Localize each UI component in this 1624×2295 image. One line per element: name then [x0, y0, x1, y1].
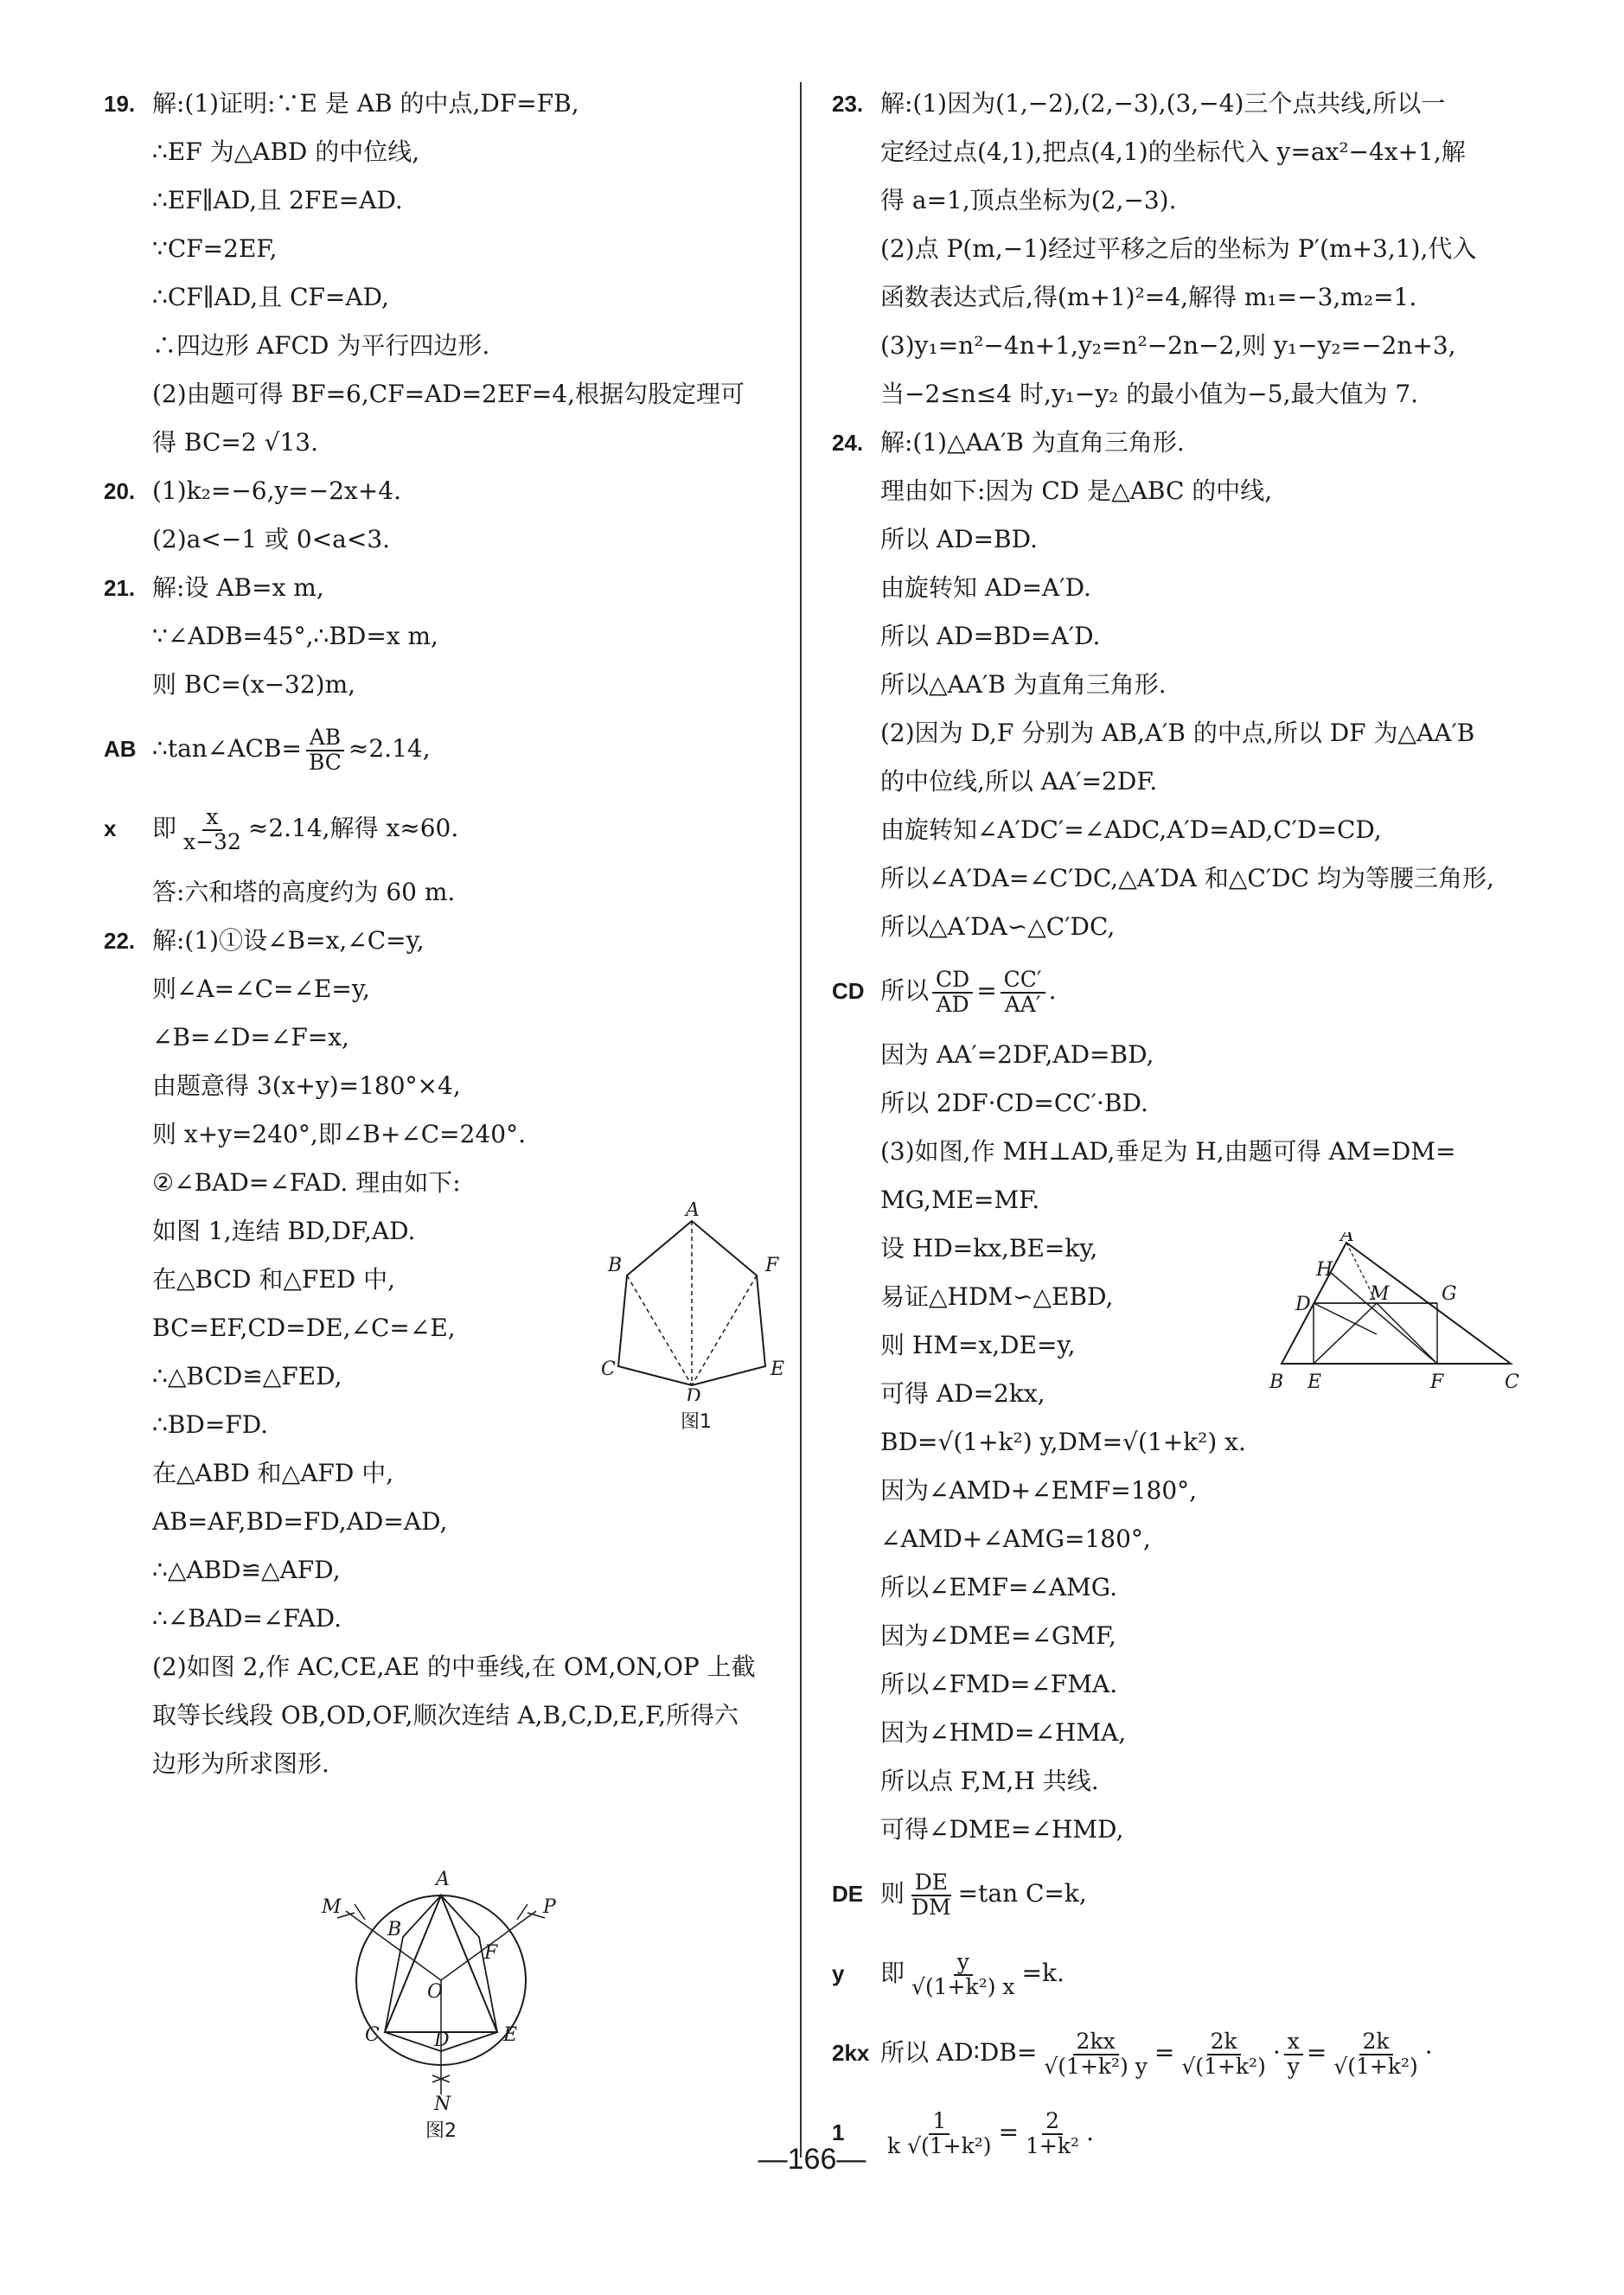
formula-text: = — [1154, 2038, 1175, 2067]
question-number: CD — [832, 978, 865, 1004]
text-line — [104, 515, 796, 564]
text-line — [104, 1691, 796, 1740]
solution-text: 得 BC=2 √13. — [152, 428, 318, 457]
text-line — [832, 951, 1515, 1031]
formula-text: 则 — [880, 1879, 905, 1908]
solution-text: ∴CF∥AD,且 CF=AD, — [152, 283, 389, 311]
question-number: 19. — [104, 91, 136, 117]
text-line — [832, 2013, 1515, 2093]
text-line — [832, 612, 1515, 661]
text-line — [104, 1546, 796, 1595]
label-A: A — [686, 1202, 700, 1221]
text-line — [104, 1110, 796, 1159]
text-line — [832, 661, 1515, 709]
text-line — [104, 917, 796, 965]
text-line — [104, 612, 796, 661]
fraction-denominator: BC — [308, 749, 342, 775]
fraction — [1040, 2030, 1151, 2078]
fraction-numerator: DE — [911, 1871, 951, 1895]
solution-text: 则 x+y=240°,即∠B+∠C=240°. — [152, 1120, 526, 1148]
solution-text: ∠B=∠D=∠F=x, — [152, 1023, 349, 1052]
text-line — [832, 225, 1515, 273]
fraction — [908, 1951, 1019, 1998]
text-line — [832, 1612, 1515, 1660]
fraction-numerator: CC′ — [1001, 969, 1045, 993]
fraction — [932, 969, 973, 1016]
fraction-denominator: 1+k² — [1026, 2132, 1080, 2158]
fraction-denominator: √(1+k²) y — [1044, 2053, 1148, 2079]
solution-text: 因为∠AMD+∠EMF=180°, — [880, 1476, 1198, 1505]
solution-text: 则 BC=(x−32)m, — [152, 670, 356, 699]
label-P: P — [543, 1896, 556, 1918]
left-column — [104, 80, 796, 1788]
figure-1 — [601, 1202, 791, 1435]
solution-text: BC=EF,CD=DE,∠C=∠E, — [152, 1314, 456, 1342]
formula-text: = — [1306, 2038, 1327, 2067]
solution-text: 如图 1,连结 BD,DF,AD. — [152, 1217, 416, 1245]
text-line — [104, 965, 796, 1013]
label-D: D — [1295, 1294, 1311, 1315]
text-line — [104, 789, 796, 868]
question-number: 21. — [104, 575, 136, 601]
solution-text: 可得∠DME=∠HMD, — [880, 1815, 1124, 1844]
text-line — [832, 1418, 1515, 1467]
solution-text: 答:六和塔的高度约为 60 m. — [152, 878, 456, 906]
fraction-denominator: AD — [936, 991, 969, 1017]
fraction-numerator: AB — [306, 726, 344, 751]
label-E: E — [770, 1358, 785, 1380]
fraction-denominator: √(1+k²) — [1333, 2053, 1418, 2079]
solution-text: 所以△A′DA∽△C′DC, — [880, 912, 1116, 941]
solution-text: 可得 AD=2kx, — [880, 1379, 1045, 1408]
question-number: 22. — [104, 928, 136, 954]
formula-text: · — [1424, 2038, 1433, 2067]
text-line — [832, 806, 1515, 854]
label-D: D — [686, 1386, 701, 1401]
text-line — [832, 419, 1515, 467]
solution-text: 所以△AA′B 为直角三角形. — [880, 670, 1167, 699]
label-A: A — [436, 1869, 450, 1890]
formula-text: ∴tan∠ACB= — [152, 734, 302, 763]
question-number: AB — [104, 736, 137, 762]
text-line — [832, 1515, 1515, 1563]
label-B: B — [387, 1919, 402, 1940]
solution-text: 所以∠EMF=∠AMG. — [880, 1573, 1118, 1601]
text-line — [832, 758, 1515, 806]
text-line — [832, 1806, 1515, 1854]
text-line — [104, 1159, 796, 1207]
solution-text: 则 HM=x,DE=y, — [880, 1331, 1076, 1359]
formula-text: . — [1048, 976, 1057, 1005]
text-line — [104, 661, 796, 709]
solution-text: ∴EF∥AD,且 2FE=AD. — [152, 186, 403, 214]
formula-text: = — [976, 976, 997, 1005]
hexagon-diagram — [601, 1202, 791, 1401]
text-line — [832, 1031, 1515, 1079]
column-divider — [800, 82, 802, 2158]
text-line — [832, 854, 1515, 903]
solution-text: 由旋转知 AD=A′D. — [880, 573, 1091, 602]
text-line — [104, 80, 796, 128]
fraction — [1284, 2030, 1303, 2078]
label-D: D — [434, 2030, 450, 2051]
solution-text: 所以∠A′DA=∠C′DC,△A′DA 和△C′DC 均为等腰三角形, — [880, 864, 1494, 892]
fraction — [305, 726, 345, 774]
fraction — [1178, 2030, 1269, 2078]
solution-text: ∴△BCD≌△FED, — [152, 1362, 342, 1390]
formula-text: 即 — [152, 814, 177, 842]
fraction-denominator: DM — [911, 1894, 951, 1920]
text-line — [104, 128, 796, 176]
page-number: —166— — [758, 2143, 866, 2176]
question-number: 20. — [104, 478, 136, 504]
solution-text: 解:(1)△AA′B 为直角三角形. — [880, 428, 1185, 457]
text-line — [832, 1934, 1515, 2013]
fraction-numerator: 2 — [1042, 2110, 1063, 2134]
solution-text: 在△BCD 和△FED 中, — [152, 1265, 396, 1294]
solution-text: 解:(1)因为(1,−2),(2,−3),(3,−4)三个点共线,所以一 — [880, 89, 1446, 118]
solution-text: 解:设 AB=x m, — [152, 573, 324, 602]
text-line — [104, 273, 796, 322]
figure-1-caption: 图1 — [681, 1411, 712, 1433]
solution-text: 易证△HDM∽△EBD, — [880, 1282, 1114, 1311]
text-line — [832, 1128, 1515, 1176]
solution-text: 函数表达式后,得(m+1)²=4,解得 m₁=−3,m₂=1. — [880, 283, 1417, 311]
text-line — [832, 1757, 1515, 1806]
formula-text: ≈2.14, — [348, 734, 431, 763]
solution-text: 边形为所求图形. — [152, 1749, 329, 1778]
question-number: 1 — [832, 2119, 845, 2145]
text-line — [832, 1176, 1515, 1224]
fraction-numerator: 1 — [929, 2110, 949, 2134]
solution-text: (2)如图 2,作 AC,CE,AE 的中垂线,在 OM,ON,OP 上截 — [152, 1653, 756, 1681]
solution-text: (2)由题可得 BF=6,CF=AD=2EF=4,根据勾股定理可 — [152, 380, 745, 408]
text-line — [104, 370, 796, 419]
solution-text: 设 HD=kx,BE=ky, — [880, 1234, 1098, 1263]
text-line — [832, 322, 1515, 370]
fraction-numerator: y — [954, 1951, 973, 1975]
question-number: y — [832, 1960, 845, 1986]
text-line — [104, 1062, 796, 1110]
text-line — [104, 1449, 796, 1498]
solution-text: 解:(1)①设∠B=x,∠C=y, — [152, 926, 425, 955]
text-line — [104, 564, 796, 612]
solution-text: ②∠BAD=∠FAD. 理由如下: — [152, 1168, 461, 1197]
text-line — [832, 709, 1515, 758]
label-H: H — [1316, 1259, 1333, 1281]
label-C: C — [1505, 1371, 1519, 1393]
text-line — [104, 176, 796, 225]
label-F: F — [765, 1255, 779, 1276]
fraction — [908, 1871, 955, 1919]
solution-text: ∴BD=FD. — [152, 1410, 269, 1439]
right-column — [832, 80, 1515, 2172]
text-line — [832, 176, 1515, 225]
solution-text: 在△ABD 和△AFD 中, — [152, 1459, 394, 1487]
text-line — [104, 1498, 796, 1546]
fraction-denominator: x−32 — [183, 828, 241, 854]
figure-3 — [1264, 1232, 1524, 1405]
text-line — [832, 903, 1515, 951]
solution-text: 因为∠DME=∠GMF, — [880, 1621, 1116, 1650]
solution-text: 由题意得 3(x+y)=180°×4, — [152, 1071, 461, 1100]
formula-text: = — [998, 2118, 1020, 2146]
text-line — [832, 467, 1515, 515]
text-line — [104, 1013, 796, 1062]
fraction-numerator: CD — [932, 969, 973, 993]
text-line — [104, 419, 796, 467]
fraction — [180, 806, 245, 853]
solution-text: 的中位线,所以 AA′=2DF. — [880, 767, 1158, 796]
question-number: 24. — [832, 430, 864, 456]
fraction — [1330, 2030, 1421, 2078]
label-B: B — [608, 1255, 623, 1276]
text-line — [832, 564, 1515, 612]
solution-text: 所以 AD=BD. — [880, 525, 1038, 553]
fraction-numerator: 2kx — [1073, 2030, 1119, 2055]
solution-text: MG,ME=MF. — [880, 1186, 1040, 1214]
fraction-numerator: 2k — [1359, 2030, 1393, 2055]
formula-text: . — [1086, 2118, 1094, 2146]
solution-text: 因为∠HMD=∠HMA, — [880, 1718, 1127, 1747]
solution-text: (3)y₁=n²−4n+1,y₂=n²−2n−2,则 y₁−y₂=−2n+3, — [880, 331, 1456, 360]
label-M: M — [322, 1896, 342, 1918]
solution-text: 所以∠FMD=∠FMA. — [880, 1670, 1118, 1698]
solution-text: 定经过点(4,1),把点(4,1)的坐标代入 y=ax²−4x+1,解 — [880, 137, 1466, 166]
text-line — [104, 1643, 796, 1691]
text-line — [832, 1709, 1515, 1757]
question-number: 23. — [832, 91, 864, 117]
solution-text: BD=√(1+k²) y,DM=√(1+k²) x. — [880, 1428, 1246, 1456]
solution-text: 所以 2DF·CD=CC′·BD. — [880, 1089, 1148, 1117]
solution-text: ∵CF=2EF, — [152, 234, 278, 263]
text-line — [832, 515, 1515, 564]
solution-text: ∴EF 为△ABD 的中位线, — [152, 137, 420, 166]
text-line — [104, 868, 796, 917]
triangle-diagram — [1264, 1232, 1524, 1405]
solution-text: 理由如下:因为 CD 是△ABC 的中线, — [880, 476, 1273, 505]
solution-text: ∠AMD+∠AMG=180°, — [880, 1525, 1151, 1553]
text-line — [832, 1563, 1515, 1612]
solution-text: 所以 AD=BD=A′D. — [880, 622, 1101, 650]
label-O: O — [427, 1981, 444, 2003]
text-line — [832, 370, 1515, 419]
fraction-numerator: x — [1284, 2030, 1303, 2055]
question-number: x — [104, 815, 117, 841]
label-G: G — [1442, 1283, 1457, 1305]
formula-text: · — [1272, 2038, 1281, 2067]
solution-text: (2)a<−1 或 0<a<3. — [152, 525, 391, 553]
label-A: A — [1340, 1232, 1354, 1246]
text-line — [832, 1660, 1515, 1709]
solution-text: 所以点 F,M,H 共线. — [880, 1767, 1099, 1795]
formula-text: =tan C=k, — [957, 1879, 1087, 1908]
circle-construction-diagram — [311, 1859, 571, 2110]
label-F: F — [484, 1942, 498, 1964]
text-line — [832, 128, 1515, 176]
text-line — [832, 1079, 1515, 1128]
solution-text: (1)k₂=−6,y=−2x+4. — [152, 476, 402, 505]
solution-text: (2)点 P(m,−1)经过平移之后的坐标为 P′(m+3,1),代入 — [880, 234, 1477, 263]
solution-text: 则∠A=∠C=∠E=y, — [152, 975, 370, 1003]
solution-text: 解:(1)证明:∵E 是 AB 的中点,DF=FB, — [152, 89, 579, 118]
label-E: E — [503, 2024, 518, 2046]
formula-text: 所以 AD∶DB= — [880, 2038, 1038, 2067]
solution-text: 取等长线段 OB,OD,OF,顺次连结 A,B,C,D,E,F,所得六 — [152, 1701, 739, 1729]
solution-text: 因为 AA′=2DF,AD=BD, — [880, 1040, 1154, 1069]
fraction-denominator: y — [1287, 2053, 1300, 2079]
formula-text: ≈2.14,解得 x≈60. — [247, 814, 459, 842]
text-line — [104, 467, 796, 515]
solution-text: 得 a=1,顶点坐标为(2,−3). — [880, 186, 1177, 214]
solution-text: (3)如图,作 MH⊥AD,垂足为 H,由题可得 AM=DM= — [880, 1137, 1456, 1166]
text-line — [104, 709, 796, 789]
label-N: N — [434, 2094, 451, 2110]
text-line — [104, 225, 796, 273]
solution-text: 当−2≤n≤4 时,y₁−y₂ 的最小值为−5,最大值为 7. — [880, 380, 1419, 408]
solution-text: AB=AF,BD=FD,AD=AD, — [152, 1507, 448, 1536]
question-number: 2kx — [832, 2040, 870, 2066]
figure-2-caption: 图2 — [425, 2120, 457, 2142]
solution-text: ∴四边形 AFCD 为平行四边形. — [152, 331, 490, 360]
solution-text: 由旋转知∠A′DC′=∠ADC,A′D=AD,C′D=CD, — [880, 815, 1382, 844]
fraction-numerator: x — [202, 806, 221, 830]
fraction-denominator: AA′ — [1004, 991, 1041, 1017]
label-F: F — [1430, 1371, 1444, 1393]
fraction-numerator: 2k — [1207, 2030, 1241, 2055]
solution-text: ∴△ABD≌△AFD, — [152, 1556, 341, 1584]
label-B: B — [1269, 1371, 1284, 1393]
text-line — [832, 1854, 1515, 1934]
formula-text: 即 — [880, 1959, 905, 1987]
question-number: DE — [832, 1881, 864, 1907]
formula-text: =k. — [1021, 1959, 1065, 1987]
solution-text: ∴∠BAD=∠FAD. — [152, 1604, 342, 1633]
text-line — [832, 80, 1515, 128]
solution-text: (2)因为 D,F 分别为 AB,A′B 的中点,所以 DF 为△AA′B — [880, 719, 1475, 747]
fraction-denominator: √(1+k²) x — [911, 1973, 1015, 1999]
text-line — [104, 1740, 796, 1788]
solution-text: ∵∠ADB=45°,∴BD=x m, — [152, 622, 438, 650]
label-M: M — [1370, 1283, 1390, 1305]
text-line — [832, 1467, 1515, 1515]
text-line — [104, 322, 796, 370]
formula-text: 所以 — [880, 976, 930, 1005]
label-C: C — [601, 1358, 616, 1380]
fraction-denominator: √(1+k²) — [1181, 2053, 1266, 2079]
text-line — [104, 1595, 796, 1643]
fraction — [1001, 969, 1045, 1016]
label-E: E — [1308, 1371, 1322, 1393]
fraction-denominator: k √(1+k²) — [887, 2132, 992, 2158]
text-line — [832, 273, 1515, 322]
figure-2 — [311, 1859, 571, 2142]
label-C: C — [365, 2024, 380, 2046]
